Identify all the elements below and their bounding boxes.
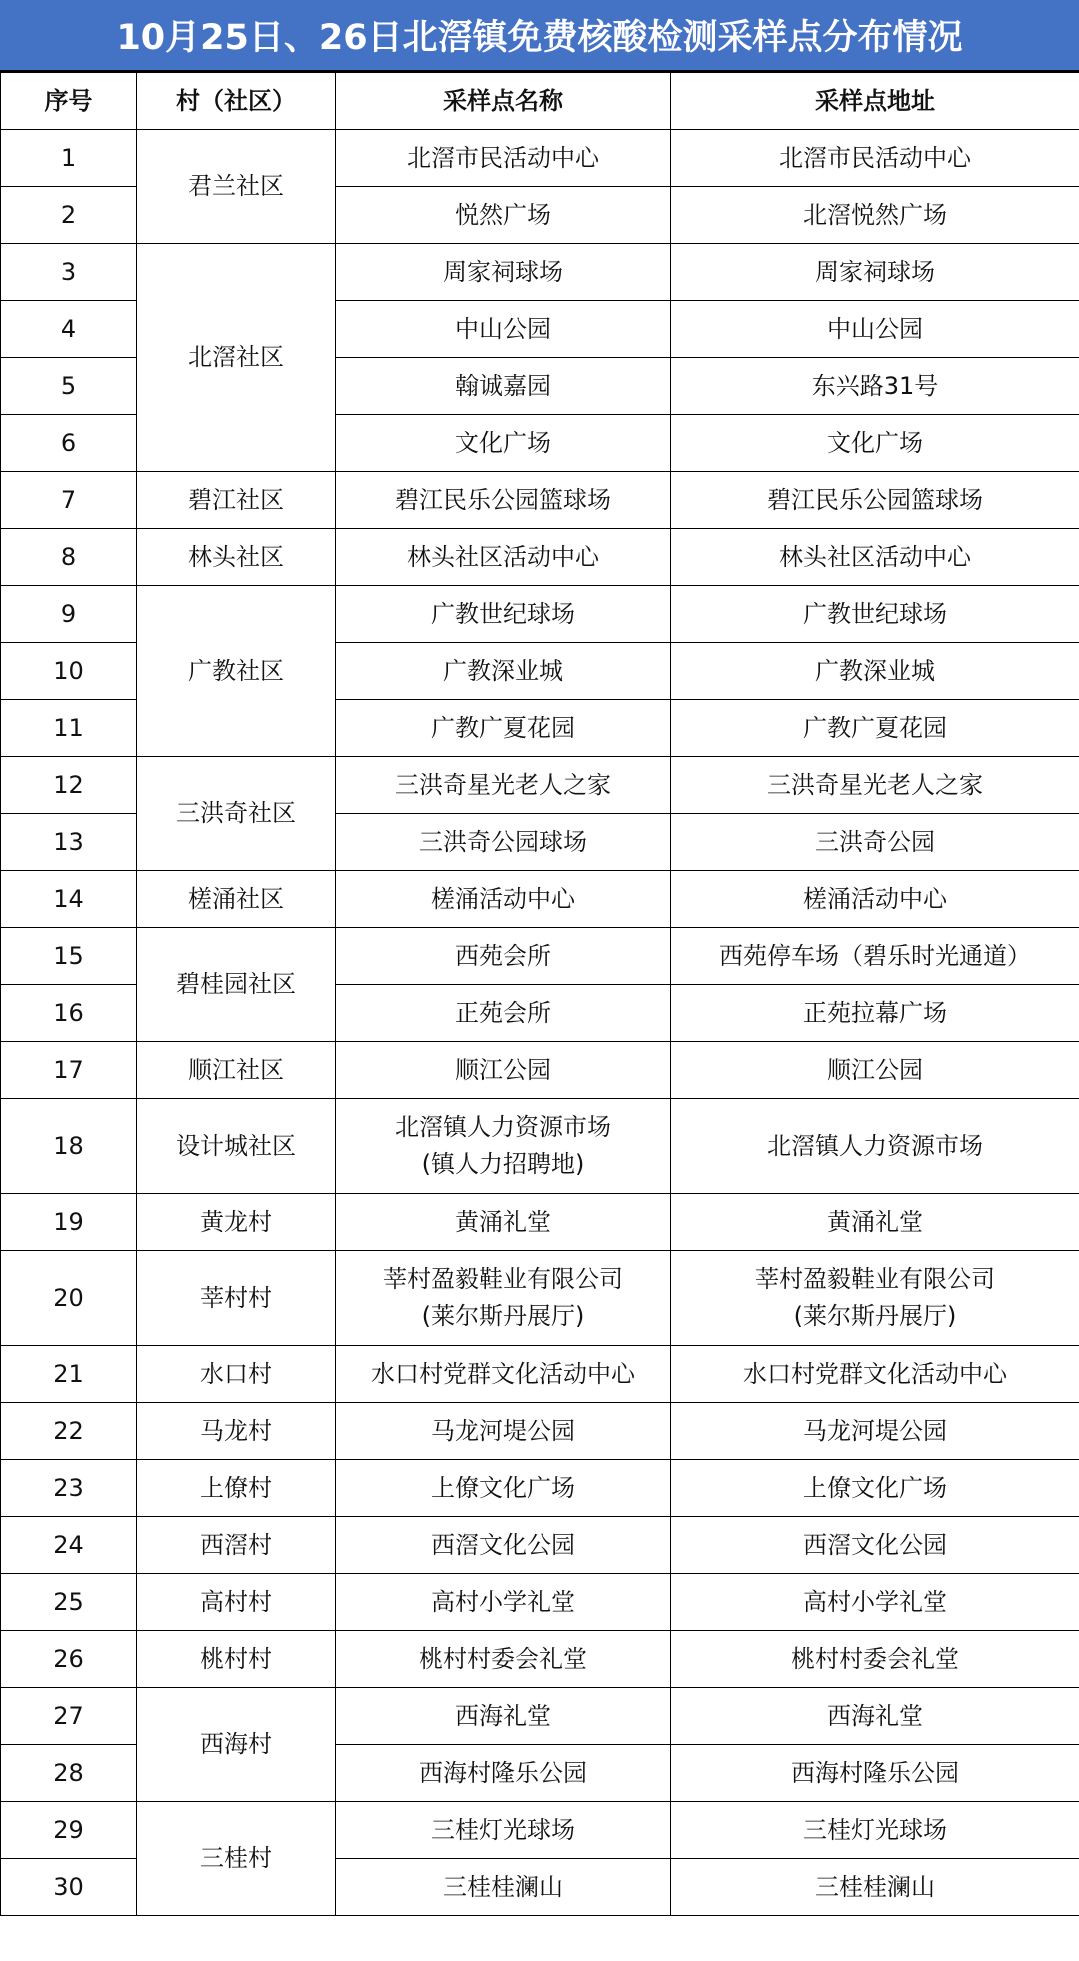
site-name-cell xyxy=(336,1099,671,1194)
table-row xyxy=(1,1688,1079,1745)
community-cell: 高村村 xyxy=(137,1574,336,1631)
site-address-line: 三桂灯光球场 xyxy=(803,1815,947,1844)
site-address-line: 广教深业城 xyxy=(815,656,935,685)
site-name-line: 西海礼堂 xyxy=(455,1701,551,1730)
site-address-cell xyxy=(671,871,1079,928)
site-address-line: 槎涌活动中心 xyxy=(803,884,947,913)
row-number: 26 xyxy=(1,1631,137,1688)
table-row xyxy=(1,1574,1079,1631)
table-row xyxy=(1,1099,1079,1194)
row-number: 20 xyxy=(1,1251,137,1346)
site-address-cell xyxy=(671,1251,1079,1346)
header-site-address: 采样点地址 xyxy=(671,73,1079,130)
site-name-line: 周家祠球场 xyxy=(443,257,563,286)
site-address-line: 西海村隆乐公园 xyxy=(791,1758,959,1787)
site-address-cell xyxy=(671,928,1079,985)
site-name-line: 碧江民乐公园篮球场 xyxy=(395,485,611,514)
table-row xyxy=(1,1403,1079,1460)
site-address-line: 北滘悦然广场 xyxy=(803,200,947,229)
site-address-cell xyxy=(671,586,1079,643)
site-name-line: 顺江公园 xyxy=(455,1055,551,1084)
site-address-line: 中山公园 xyxy=(827,314,923,343)
site-address-cell xyxy=(671,1631,1079,1688)
site-address-cell xyxy=(671,415,1079,472)
site-address-cell xyxy=(671,1859,1079,1916)
site-name-cell xyxy=(336,187,671,244)
site-name-line: 翰诚嘉园 xyxy=(455,371,551,400)
site-name-line: 林头社区活动中心 xyxy=(407,542,599,571)
site-address-line: 林头社区活动中心 xyxy=(779,542,971,571)
site-address-cell xyxy=(671,1194,1079,1251)
site-address-cell xyxy=(671,757,1079,814)
site-name-line: 桃村村委会礼堂 xyxy=(419,1644,587,1673)
site-address-line: 周家祠球场 xyxy=(815,257,935,286)
site-address-line: (莱尔斯丹展厅) xyxy=(793,1302,957,1330)
site-name-cell xyxy=(336,1346,671,1403)
site-name-line: 悦然广场 xyxy=(455,200,551,229)
table-row xyxy=(1,1631,1079,1688)
site-name-line: 广教世纪球场 xyxy=(431,599,575,628)
site-address-line: 马龙河堤公园 xyxy=(803,1416,947,1445)
site-address-cell xyxy=(671,814,1079,871)
site-name-cell xyxy=(336,985,671,1042)
site-address-line: 西滘文化公园 xyxy=(803,1530,947,1559)
site-name-cell xyxy=(336,415,671,472)
row-number: 22 xyxy=(1,1403,137,1460)
site-name-cell xyxy=(336,301,671,358)
site-address-line: 广教世纪球场 xyxy=(803,599,947,628)
row-number: 7 xyxy=(1,472,137,529)
table-row xyxy=(1,586,1079,643)
site-address-cell xyxy=(671,985,1079,1042)
site-name-cell xyxy=(336,1574,671,1631)
site-name-cell xyxy=(336,1194,671,1251)
site-address-line: 顺江公园 xyxy=(827,1055,923,1084)
site-address-line: 北滘市民活动中心 xyxy=(779,143,971,172)
site-address-line: 水口村党群文化活动中心 xyxy=(743,1359,1007,1388)
community-cell: 水口村 xyxy=(137,1346,336,1403)
row-number: 5 xyxy=(1,358,137,415)
site-name-line: 北滘市民活动中心 xyxy=(407,143,599,172)
site-address-line: 文化广场 xyxy=(827,428,923,457)
site-name-line: 西海村隆乐公园 xyxy=(419,1758,587,1787)
site-name-cell xyxy=(336,1859,671,1916)
site-name-line: 三桂灯光球场 xyxy=(431,1815,575,1844)
site-address-cell xyxy=(671,529,1079,586)
row-number: 25 xyxy=(1,1574,137,1631)
community-cell: 三洪奇社区 xyxy=(137,757,336,871)
site-name-line: 北滘镇人力资源市场 xyxy=(395,1113,611,1141)
row-number: 13 xyxy=(1,814,137,871)
site-name-cell xyxy=(336,1251,671,1346)
table-row xyxy=(1,244,1079,301)
table-row xyxy=(1,1517,1079,1574)
site-address-line: 北滘镇人力资源市场 xyxy=(767,1131,983,1160)
site-name-cell xyxy=(336,757,671,814)
site-address-line: 三洪奇星光老人之家 xyxy=(767,770,983,799)
header-site-name: 采样点名称 xyxy=(336,73,671,130)
community-cell: 设计城社区 xyxy=(137,1099,336,1194)
site-address-line: 桃村村委会礼堂 xyxy=(791,1644,959,1673)
table-row xyxy=(1,928,1079,985)
row-number: 27 xyxy=(1,1688,137,1745)
community-cell: 碧江社区 xyxy=(137,472,336,529)
site-address-cell xyxy=(671,1403,1079,1460)
row-number: 11 xyxy=(1,700,137,757)
header-community: 村（社区） xyxy=(137,73,336,130)
site-name-cell xyxy=(336,1460,671,1517)
row-number: 15 xyxy=(1,928,137,985)
site-address-cell xyxy=(671,700,1079,757)
site-name-line: 三洪奇星光老人之家 xyxy=(395,770,611,799)
row-number: 30 xyxy=(1,1859,137,1916)
community-cell: 桃村村 xyxy=(137,1631,336,1688)
community-cell: 黄龙村 xyxy=(137,1194,336,1251)
row-number: 10 xyxy=(1,643,137,700)
community-cell: 三桂村 xyxy=(137,1802,336,1916)
site-address-cell xyxy=(671,244,1079,301)
site-name-cell xyxy=(336,643,671,700)
row-number: 4 xyxy=(1,301,137,358)
site-name-cell xyxy=(336,472,671,529)
site-address-line: 三洪奇公园 xyxy=(815,827,935,856)
site-name-cell xyxy=(336,700,671,757)
site-address-cell xyxy=(671,1099,1079,1194)
site-address-line: 东兴路31号 xyxy=(811,371,939,400)
header-no: 序号 xyxy=(1,73,137,130)
site-address-line: 黄涌礼堂 xyxy=(827,1207,923,1236)
row-number: 21 xyxy=(1,1346,137,1403)
site-address-line: 西苑停车场（碧乐时光通道） xyxy=(719,941,1031,970)
table-row xyxy=(1,757,1079,814)
site-address-cell xyxy=(671,1517,1079,1574)
table-row xyxy=(1,1802,1079,1859)
table-row xyxy=(1,1194,1079,1251)
table-row xyxy=(1,1042,1079,1099)
site-name-line: (莱尔斯丹展厅) xyxy=(421,1302,585,1330)
community-cell: 西海村 xyxy=(137,1688,336,1802)
site-name-cell xyxy=(336,814,671,871)
site-name-line: 文化广场 xyxy=(455,428,551,457)
site-name-line: 三洪奇公园球场 xyxy=(419,827,587,856)
site-address-cell xyxy=(671,187,1079,244)
site-name-cell xyxy=(336,586,671,643)
site-address-cell xyxy=(671,1688,1079,1745)
site-address-cell xyxy=(671,472,1079,529)
site-name-cell xyxy=(336,1042,671,1099)
row-number: 16 xyxy=(1,985,137,1042)
site-address-cell xyxy=(671,1745,1079,1802)
site-name-line: 马龙河堤公园 xyxy=(431,1416,575,1445)
community-cell: 广教社区 xyxy=(137,586,336,757)
site-name-line: 西滘文化公园 xyxy=(431,1530,575,1559)
page-title: 10月25日、26日北滘镇免费核酸检测采样点分布情况 xyxy=(0,0,1079,72)
row-number: 8 xyxy=(1,529,137,586)
site-address-cell xyxy=(671,358,1079,415)
row-number: 12 xyxy=(1,757,137,814)
site-name-line: 西苑会所 xyxy=(455,941,551,970)
row-number: 3 xyxy=(1,244,137,301)
row-number: 2 xyxy=(1,187,137,244)
row-number: 17 xyxy=(1,1042,137,1099)
site-name-cell xyxy=(336,1688,671,1745)
site-name-line: 高村小学礼堂 xyxy=(431,1587,575,1616)
site-address-cell xyxy=(671,130,1079,187)
header-row xyxy=(1,73,1079,130)
site-name-cell xyxy=(336,1631,671,1688)
table-row xyxy=(1,472,1079,529)
row-number: 28 xyxy=(1,1745,137,1802)
site-name-cell xyxy=(336,1802,671,1859)
community-cell: 北滘社区 xyxy=(137,244,336,472)
community-cell: 君兰社区 xyxy=(137,130,336,244)
community-cell: 西滘村 xyxy=(137,1517,336,1574)
row-number: 19 xyxy=(1,1194,137,1251)
community-cell: 马龙村 xyxy=(137,1403,336,1460)
site-name-line: (镇人力招聘地) xyxy=(421,1150,585,1178)
community-cell: 上僚村 xyxy=(137,1460,336,1517)
table-row xyxy=(1,871,1079,928)
site-name-line: 三桂桂澜山 xyxy=(443,1872,563,1901)
site-name-cell xyxy=(336,1403,671,1460)
site-address-line: 广教广夏花园 xyxy=(803,713,947,742)
site-address-cell xyxy=(671,301,1079,358)
site-address-cell xyxy=(671,1460,1079,1517)
site-name-line: 广教深业城 xyxy=(443,656,563,685)
site-name-cell xyxy=(336,928,671,985)
site-address-cell xyxy=(671,643,1079,700)
site-name-line: 中山公园 xyxy=(455,314,551,343)
site-name-line: 正苑会所 xyxy=(455,998,551,1027)
site-name-line: 槎涌活动中心 xyxy=(431,884,575,913)
site-name-cell xyxy=(336,130,671,187)
row-number: 24 xyxy=(1,1517,137,1574)
site-name-line: 水口村党群文化活动中心 xyxy=(371,1359,635,1388)
community-cell: 槎涌社区 xyxy=(137,871,336,928)
community-cell: 碧桂园社区 xyxy=(137,928,336,1042)
site-name-cell xyxy=(336,358,671,415)
row-number: 18 xyxy=(1,1099,137,1194)
site-address-line: 三桂桂澜山 xyxy=(815,1872,935,1901)
site-name-cell xyxy=(336,1517,671,1574)
community-cell: 莘村村 xyxy=(137,1251,336,1346)
site-address-line: 上僚文化广场 xyxy=(803,1473,947,1502)
community-cell: 顺江社区 xyxy=(137,1042,336,1099)
site-name-line: 上僚文化广场 xyxy=(431,1473,575,1502)
sampling-sites-table xyxy=(0,72,1079,1916)
site-name-cell xyxy=(336,871,671,928)
site-address-cell xyxy=(671,1042,1079,1099)
table-row xyxy=(1,1251,1079,1346)
table-row xyxy=(1,1346,1079,1403)
site-name-cell xyxy=(336,244,671,301)
site-name-line: 莘村盈毅鞋业有限公司 xyxy=(383,1265,623,1293)
site-address-line: 高村小学礼堂 xyxy=(803,1587,947,1616)
site-address-line: 碧江民乐公园篮球场 xyxy=(767,485,983,514)
table-body xyxy=(1,130,1079,1916)
table-row xyxy=(1,1460,1079,1517)
site-name-cell xyxy=(336,1745,671,1802)
site-address-cell xyxy=(671,1574,1079,1631)
site-address-line: 西海礼堂 xyxy=(827,1701,923,1730)
site-name-cell xyxy=(336,529,671,586)
row-number: 6 xyxy=(1,415,137,472)
row-number: 23 xyxy=(1,1460,137,1517)
site-address-cell xyxy=(671,1346,1079,1403)
site-name-line: 广教广夏花园 xyxy=(431,713,575,742)
row-number: 1 xyxy=(1,130,137,187)
site-address-cell xyxy=(671,1802,1079,1859)
row-number: 29 xyxy=(1,1802,137,1859)
table-row xyxy=(1,130,1079,187)
site-address-line: 正苑拉幕广场 xyxy=(803,998,947,1027)
row-number: 9 xyxy=(1,586,137,643)
community-cell: 林头社区 xyxy=(137,529,336,586)
site-address-line: 莘村盈毅鞋业有限公司 xyxy=(755,1265,995,1293)
site-name-line: 黄涌礼堂 xyxy=(455,1207,551,1236)
table-row xyxy=(1,529,1079,586)
row-number: 14 xyxy=(1,871,137,928)
